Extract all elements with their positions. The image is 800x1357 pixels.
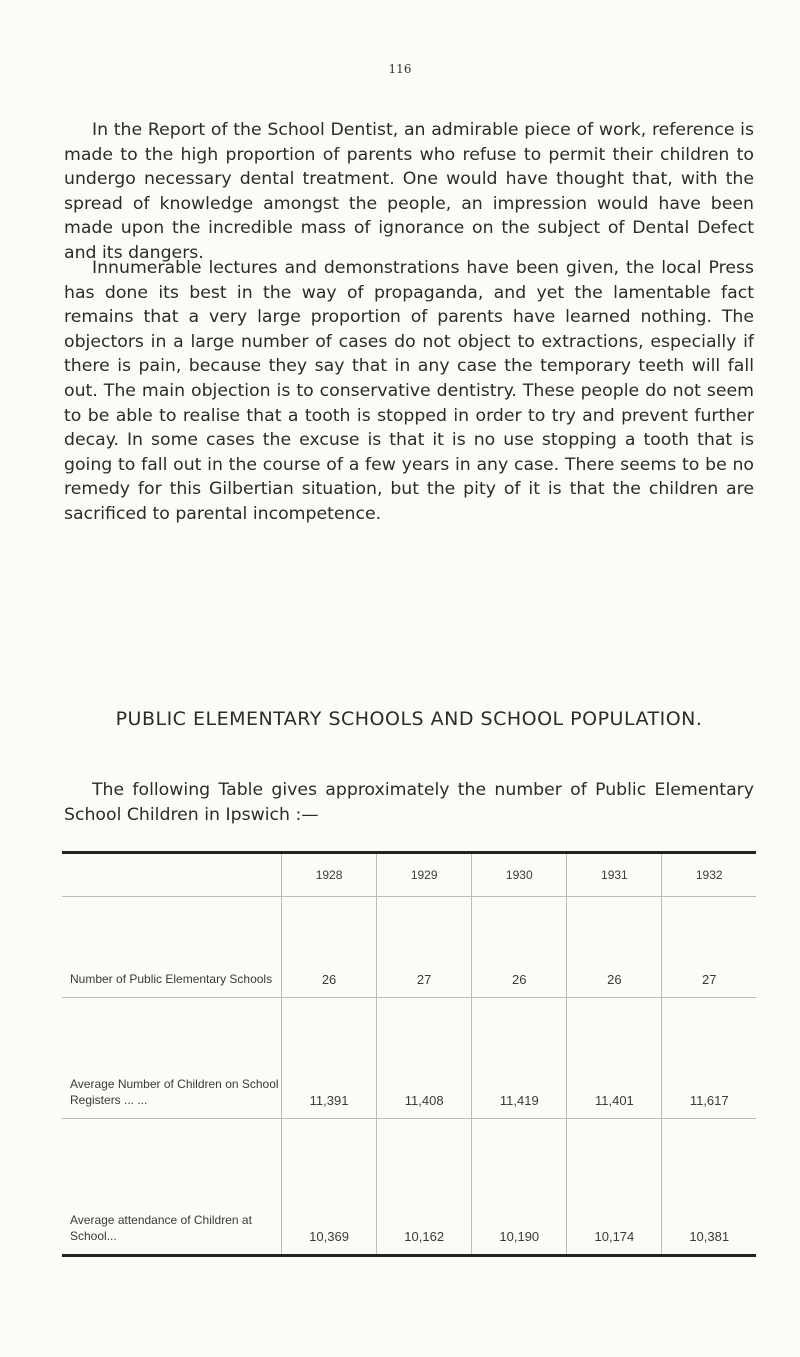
- section-heading: PUBLIC ELEMENTARY SCHOOLS AND SCHOOL POPULATION.: [115, 708, 703, 730]
- row-label: Average attendance of Children at School...: [62, 1118, 282, 1254]
- table-cell: 11,617: [662, 997, 756, 1118]
- table-row: [62, 1118, 756, 1254]
- table-cell: 26: [567, 897, 662, 998]
- row-label: Average Number of Children on School Registers ... ...: [62, 997, 282, 1118]
- table-cell: 10,190: [472, 1118, 567, 1254]
- population-table: [62, 851, 756, 1257]
- paragraph-text: In the Report of the School Dentist, an admirable piece of work, reference is made to the high proportion of parents who refuse to permit their children to undergo necessary dental treatment. One would have thought that, with the spread of knowledge amongst the people, an impression would have been made upon the incredible mass of ignorance on the subject of Dental Defect and its dangers.: [64, 120, 754, 263]
- row-label: Number of Public Elementary Schools: [62, 897, 282, 998]
- table-cell: 10,369: [282, 1118, 377, 1254]
- table-cell: 11,401: [567, 997, 662, 1118]
- table-cell: 10,381: [662, 1118, 756, 1254]
- year-header: 1928: [282, 854, 377, 897]
- table-cell: 11,408: [377, 997, 472, 1118]
- table-row: [62, 897, 756, 998]
- table-cell: 26: [282, 897, 377, 998]
- year-header: 1930: [472, 854, 567, 897]
- year-header: 1929: [377, 854, 472, 897]
- year-header: 1932: [662, 854, 756, 897]
- year-header: 1931: [567, 854, 662, 897]
- table-cell: 10,162: [377, 1118, 472, 1254]
- table-row: [62, 997, 756, 1118]
- paragraph-1: [64, 118, 754, 266]
- table-cell: 27: [377, 897, 472, 998]
- page-number: 116: [388, 62, 412, 76]
- table-cell: 10,174: [567, 1118, 662, 1254]
- paragraph-2: [64, 256, 754, 527]
- table-header-row: [62, 854, 756, 897]
- table-cell: 26: [472, 897, 567, 998]
- table-intro: [64, 778, 754, 827]
- table-cell: 11,391: [282, 997, 377, 1118]
- intro-text: The following Table gives approximately the number of Public Elementary School Children in Ipswich :—: [64, 780, 754, 825]
- paragraph-text: Innumerable lectures and demonstrations have been given, the local Press has done its best in the way of propaganda, and yet the lamentable fact remains that a very large proportion of parents have learned nothing. The objectors in a large number of cases do not object to extractions, especially if there is pain, because they say that in any case the temporary teeth will fall out. The main objection is to conservative dentistry. These people do not seem to be able to realise that a tooth is stopped in order to try and prevent further decay. In some cases the excuse is that it is no use stopping a tooth that is going to fall out in the course of a few years in any case. There seems to be no remedy for this Gilbertian situation, but the pity of it is that the children are sacrificed to parental incompetence.: [64, 258, 754, 524]
- table-cell: 11,419: [472, 997, 567, 1118]
- table-cell: 27: [662, 897, 756, 998]
- header-blank: [62, 854, 282, 897]
